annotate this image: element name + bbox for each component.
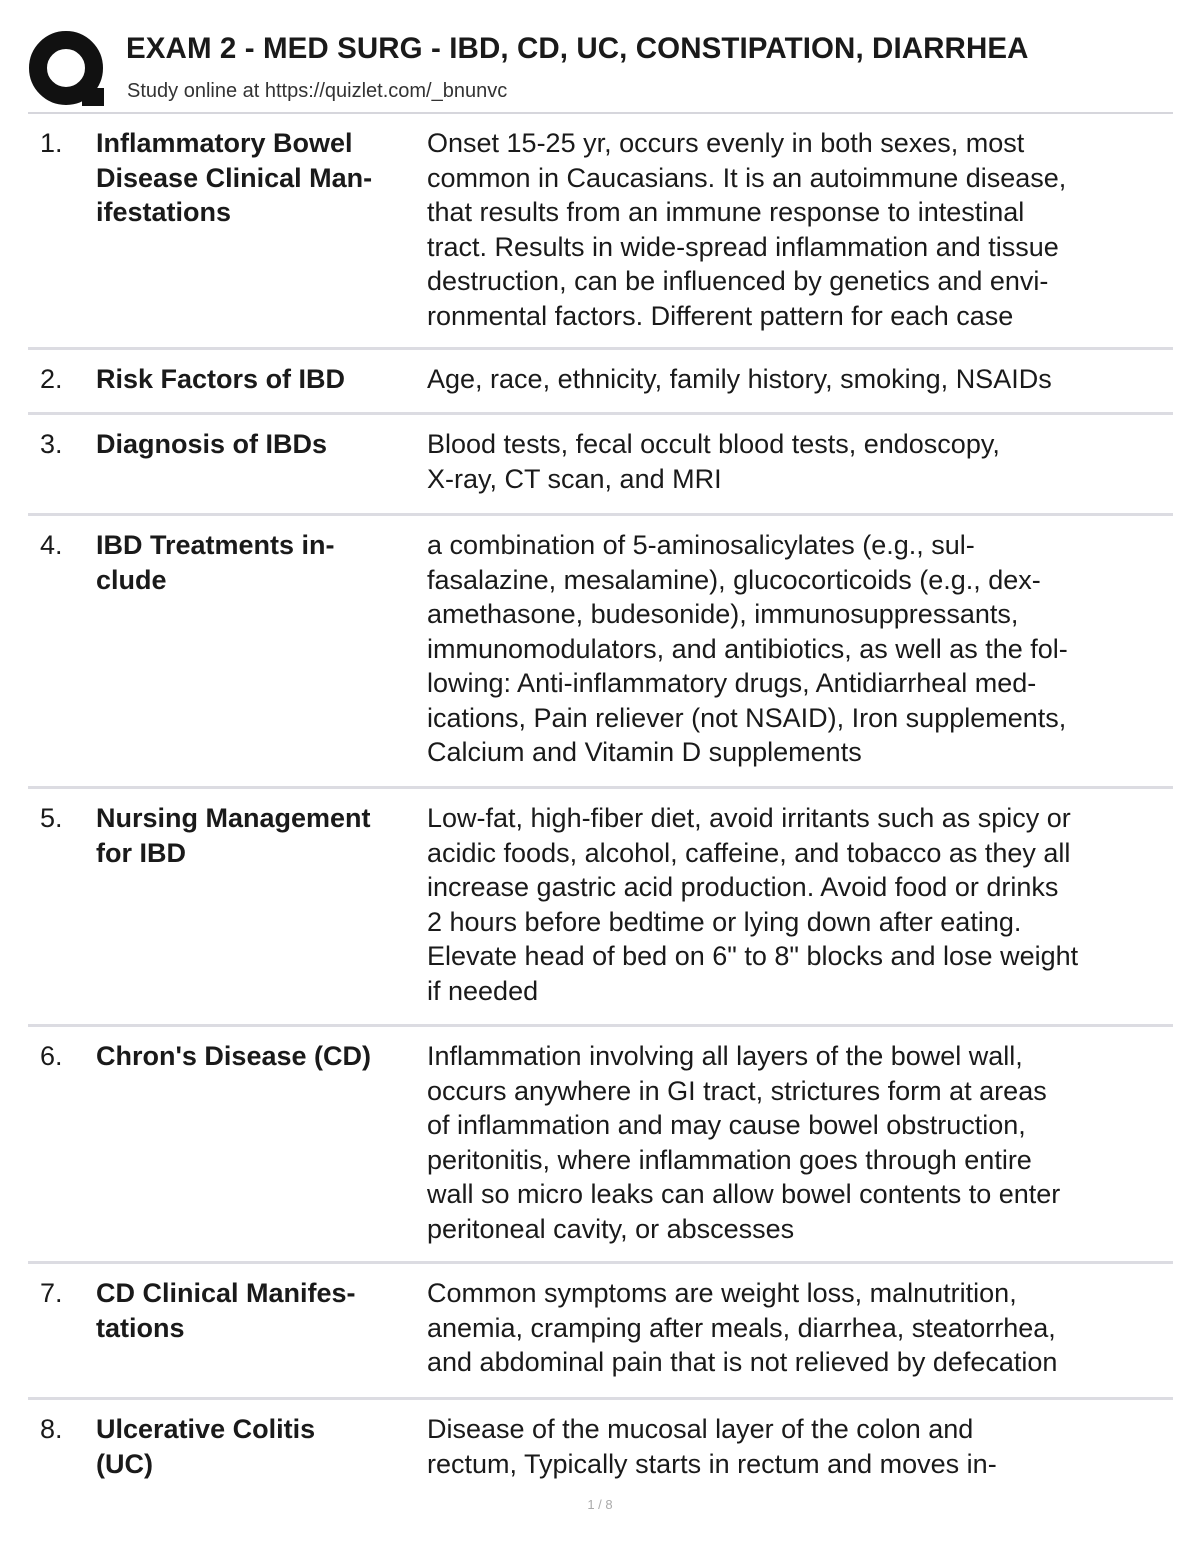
- flashcard: [28, 1027, 1173, 1264]
- page-title: EXAM 2 - MED SURG - IBD, CD, UC, CONSTIPATION, DIARRHEA: [126, 32, 1029, 65]
- flashcard: [28, 516, 1173, 789]
- card-term: Ulcerative Colitis (UC): [96, 1414, 316, 1479]
- flashcard: [28, 415, 1173, 516]
- card-term: Nursing Management for IBD: [96, 803, 371, 868]
- card-term: Diagnosis of IBDs: [96, 429, 328, 459]
- card-definition: Blood tests, fecal occult blood tests, endoscopy, X-ray, CT scan, and MRI: [427, 429, 1000, 494]
- card-definition: Onset 15-25 yr, occurs evenly in both sexes, most common in Caucasians. It is an autoimmune disease, that results from an immune response to intestinal tract. Results in wide-spread inflammation and tissue destruction, can be influenced by genetics and envi- ronmental factors. Different pattern for each case: [427, 128, 1067, 331]
- card-definition: Age, race, ethnicity, family history, smoking, NSAIDs: [427, 364, 1052, 394]
- card-number: 6.: [40, 1041, 63, 1071]
- flashcard: [28, 1264, 1173, 1400]
- card-term: Risk Factors of IBD: [96, 364, 346, 394]
- card-number: 1.: [40, 128, 63, 158]
- card-number: 4.: [40, 530, 63, 560]
- card-number: 2.: [40, 364, 63, 394]
- flashcard: [28, 1400, 1173, 1498]
- card-term: Chron's Disease (CD): [96, 1041, 371, 1071]
- card-definition: Low-fat, high-fiber diet, avoid irritants such as spicy or acidic foods, alcohol, caffeine, and tobacco as they all increase gastric acid production. Avoid food or drinks 2 hours before bedtime or lying down after eating. Elevate head of bed on 6" to 8" blocks and lose weight if needed: [427, 803, 1079, 1006]
- page-header: [28, 28, 1173, 114]
- card-number: 3.: [40, 429, 63, 459]
- card-term: CD Clinical Manifes- tations: [96, 1278, 356, 1343]
- flashcard: [28, 114, 1173, 350]
- card-number: 8.: [40, 1414, 63, 1444]
- page-indicator: 1 / 8: [587, 1497, 613, 1512]
- flashcard-list: [28, 114, 1173, 1498]
- card-definition: Disease of the mucosal layer of the colon and rectum, Typically starts in rectum and moves in-: [427, 1414, 997, 1479]
- flashcard: [28, 350, 1173, 415]
- card-definition: Common symptoms are weight loss, malnutrition, anemia, cramping after meals, diarrhea, steatorrhea, and abdominal pain that is not relieved by defecation: [427, 1278, 1058, 1377]
- study-link[interactable]: Study online at https://quizlet.com/_bnunvc: [127, 80, 508, 102]
- quizlet-q-logo-icon: [28, 30, 106, 108]
- card-definition: Inflammation involving all layers of the bowel wall, occurs anywhere in GI tract, strictures form at areas of inflammation and may cause bowel obstruction, peritonitis, where inflammation goes through entire wall so micro leaks can allow bowel contents to enter peritoneal cavity, or abscesses: [427, 1041, 1061, 1244]
- flashcard: [28, 789, 1173, 1027]
- card-definition: a combination of 5-aminosalicylates (e.g., sul- fasalazine, mesalamine), glucocorticoids (e.g., dex- amethasone, budesonide), immunosuppressants, immunomodulators, and antibiotics, as well as the fol- lowing: Anti-inflammatory drugs, Antidiarrheal med- ications, Pain reliever (not NSAID), Iron supplements, Calcium and Vitamin D supplements: [427, 530, 1068, 767]
- card-number: 7.: [40, 1278, 63, 1308]
- card-term: Inflammatory Bowel Disease Clinical Man- ifestations: [96, 128, 373, 227]
- card-term: IBD Treatments in- clude: [96, 530, 335, 595]
- card-number: 5.: [40, 803, 63, 833]
